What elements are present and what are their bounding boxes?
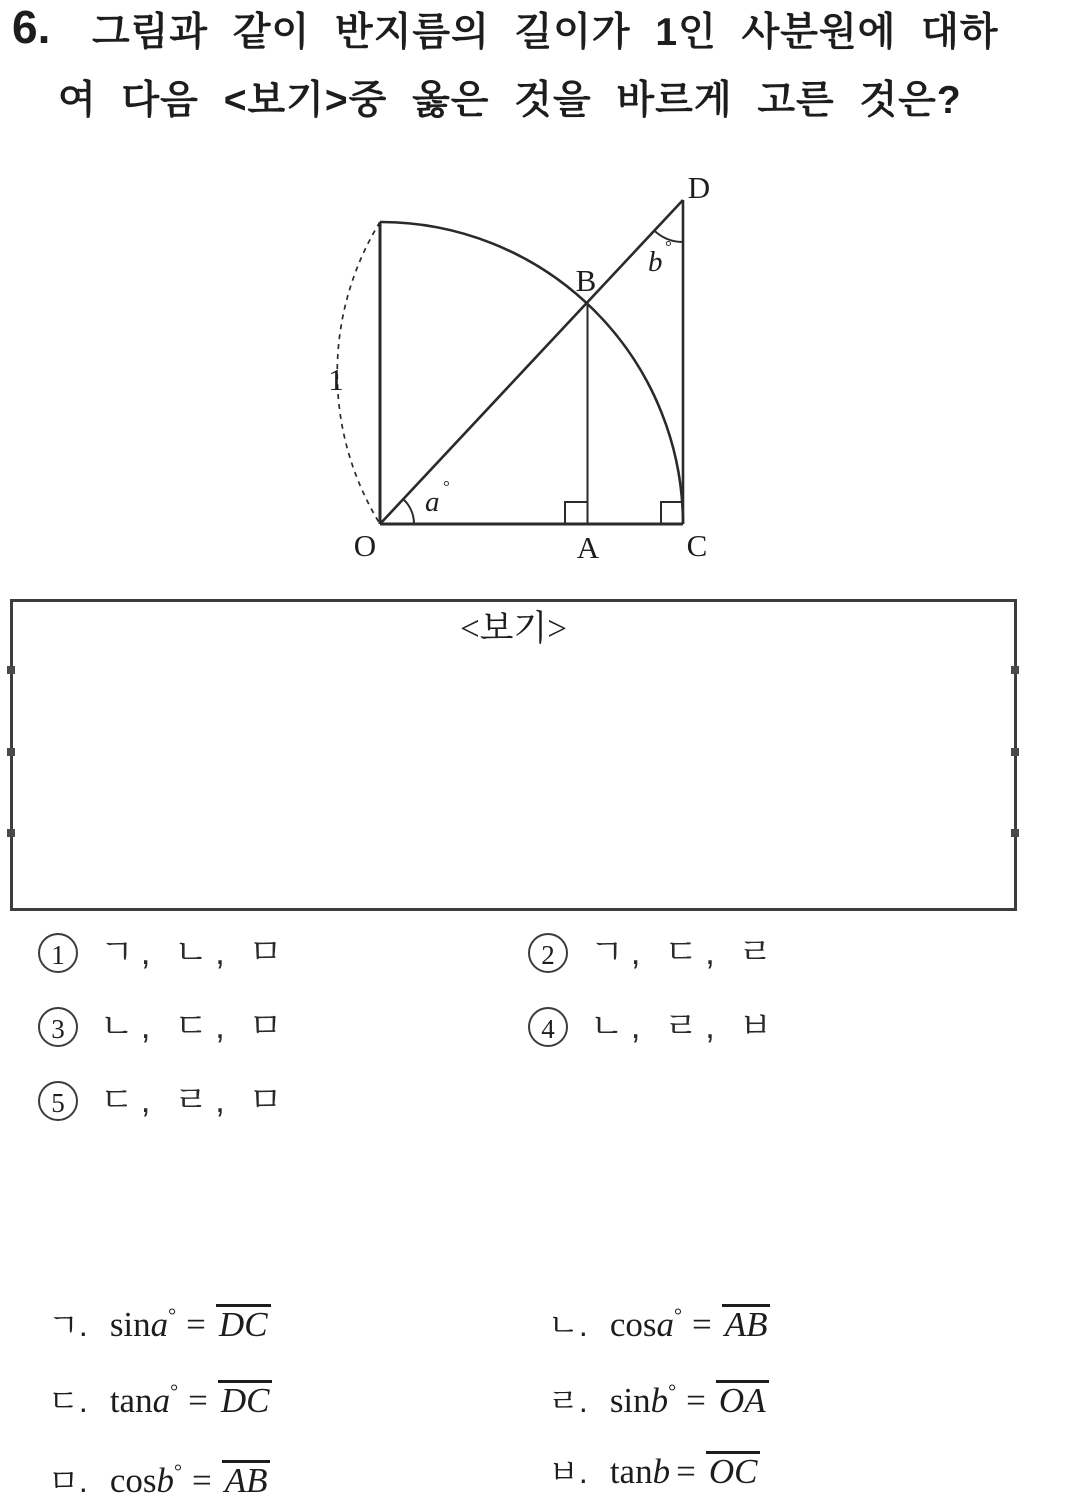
choice-text: ㄴ, ㄷ, ㅁ (100, 1007, 290, 1046)
degree-sign: ° (173, 1461, 182, 1483)
question-title-line2: 여 다음 <보기>중 옳은 것을 바르게 고른 것은? (58, 79, 962, 122)
segment-name: OC (706, 1451, 761, 1491)
label-angle-a: a (425, 486, 440, 518)
bogi-item-label: ㅁ. (48, 1463, 88, 1499)
trig-function: sin (109, 1305, 151, 1344)
label-D: D (687, 170, 711, 205)
border-tick (7, 829, 15, 837)
label-B: B (575, 263, 597, 298)
degree-sign: ° (170, 1381, 179, 1403)
angle-variable: b (652, 1452, 671, 1491)
segment-name: AB (722, 1304, 771, 1344)
border-tick (1011, 829, 1019, 837)
bogi-item-n (548, 1290, 770, 1342)
bogi-item-label: ㄷ. (48, 1383, 88, 1419)
border-tick (1011, 666, 1019, 674)
equals-sign: = (186, 1305, 206, 1344)
choice-number: 1 (38, 933, 78, 973)
angle-variable: a (656, 1305, 674, 1344)
right-angle-mark-A (565, 502, 588, 524)
choice-3 (38, 1002, 289, 1050)
choice-5 (38, 1076, 289, 1124)
segment-OD (380, 200, 683, 524)
degree-sign: ° (668, 1381, 677, 1403)
trig-function: cos (109, 1461, 157, 1500)
question-title-line1: 그림과 같이 반지름의 길이가 1인 사분원에 대하 (92, 11, 999, 54)
angle-arc-a (403, 499, 414, 524)
label-A: A (576, 530, 600, 565)
label-angle-b: b (648, 246, 663, 278)
label-angle-a-degree: ° (443, 477, 450, 496)
segment-name: DC (218, 1380, 273, 1420)
bogi-header: <보기> (459, 609, 568, 648)
choice-number: 3 (38, 1007, 78, 1047)
segment-name: DC (216, 1304, 271, 1344)
choice-1 (38, 928, 289, 976)
bogi-item-g (48, 1290, 271, 1342)
bogi-item-label: ㄹ. (548, 1383, 588, 1419)
trig-function: tan (609, 1452, 653, 1491)
equals-sign: = (691, 1305, 712, 1344)
question-number: 6. (12, 1, 51, 53)
segment-name: AB (222, 1460, 271, 1500)
equals-sign: = (188, 1381, 208, 1420)
angle-variable: b (650, 1381, 669, 1420)
equals-sign: = (676, 1452, 696, 1491)
bogi-item-label: ㄱ. (48, 1307, 88, 1343)
label-O: O (353, 528, 377, 563)
label-C: C (686, 528, 708, 563)
degree-sign: ° (673, 1305, 682, 1327)
quarter-circle-arc (380, 222, 683, 524)
bogi-item-r (548, 1366, 769, 1418)
trig-function: tan (109, 1381, 153, 1420)
bogi-item-m (48, 1446, 270, 1498)
choice-text: ㄱ, ㄷ, ㄹ (590, 933, 780, 972)
quarter-circle-diagram (295, 156, 755, 572)
choice-text: ㄱ, ㄴ, ㅁ (100, 933, 290, 972)
choice-text: ㄴ, ㄹ, ㅂ (590, 1007, 780, 1046)
right-angle-mark-C (661, 502, 683, 524)
trig-function: sin (609, 1381, 651, 1420)
angle-variable: a (150, 1305, 169, 1344)
bogi-item-label: ㄴ. (548, 1307, 588, 1343)
border-tick (7, 748, 15, 756)
choice-text: ㄷ, ㄹ, ㅁ (100, 1081, 290, 1120)
degree-sign: ° (168, 1305, 177, 1327)
label-angle-b-degree: ° (665, 237, 672, 256)
choice-number: 4 (528, 1007, 568, 1047)
trig-function: cos (609, 1305, 657, 1344)
choice-number: 2 (528, 933, 568, 973)
border-tick (1011, 748, 1019, 756)
choice-2 (528, 928, 779, 976)
angle-variable: a (152, 1381, 171, 1420)
border-tick (7, 666, 15, 674)
equals-sign: = (191, 1461, 212, 1500)
choice-number: 5 (38, 1081, 78, 1121)
angle-variable: b (156, 1461, 174, 1500)
segment-name: OA (716, 1380, 769, 1420)
label-radius-1: 1 (328, 362, 344, 397)
choice-4 (528, 1002, 779, 1050)
bogi-item-label: ㅂ. (548, 1454, 588, 1490)
bogi-item-d (48, 1366, 272, 1418)
equals-sign: = (686, 1381, 706, 1420)
bogi-item-b (548, 1446, 760, 1498)
